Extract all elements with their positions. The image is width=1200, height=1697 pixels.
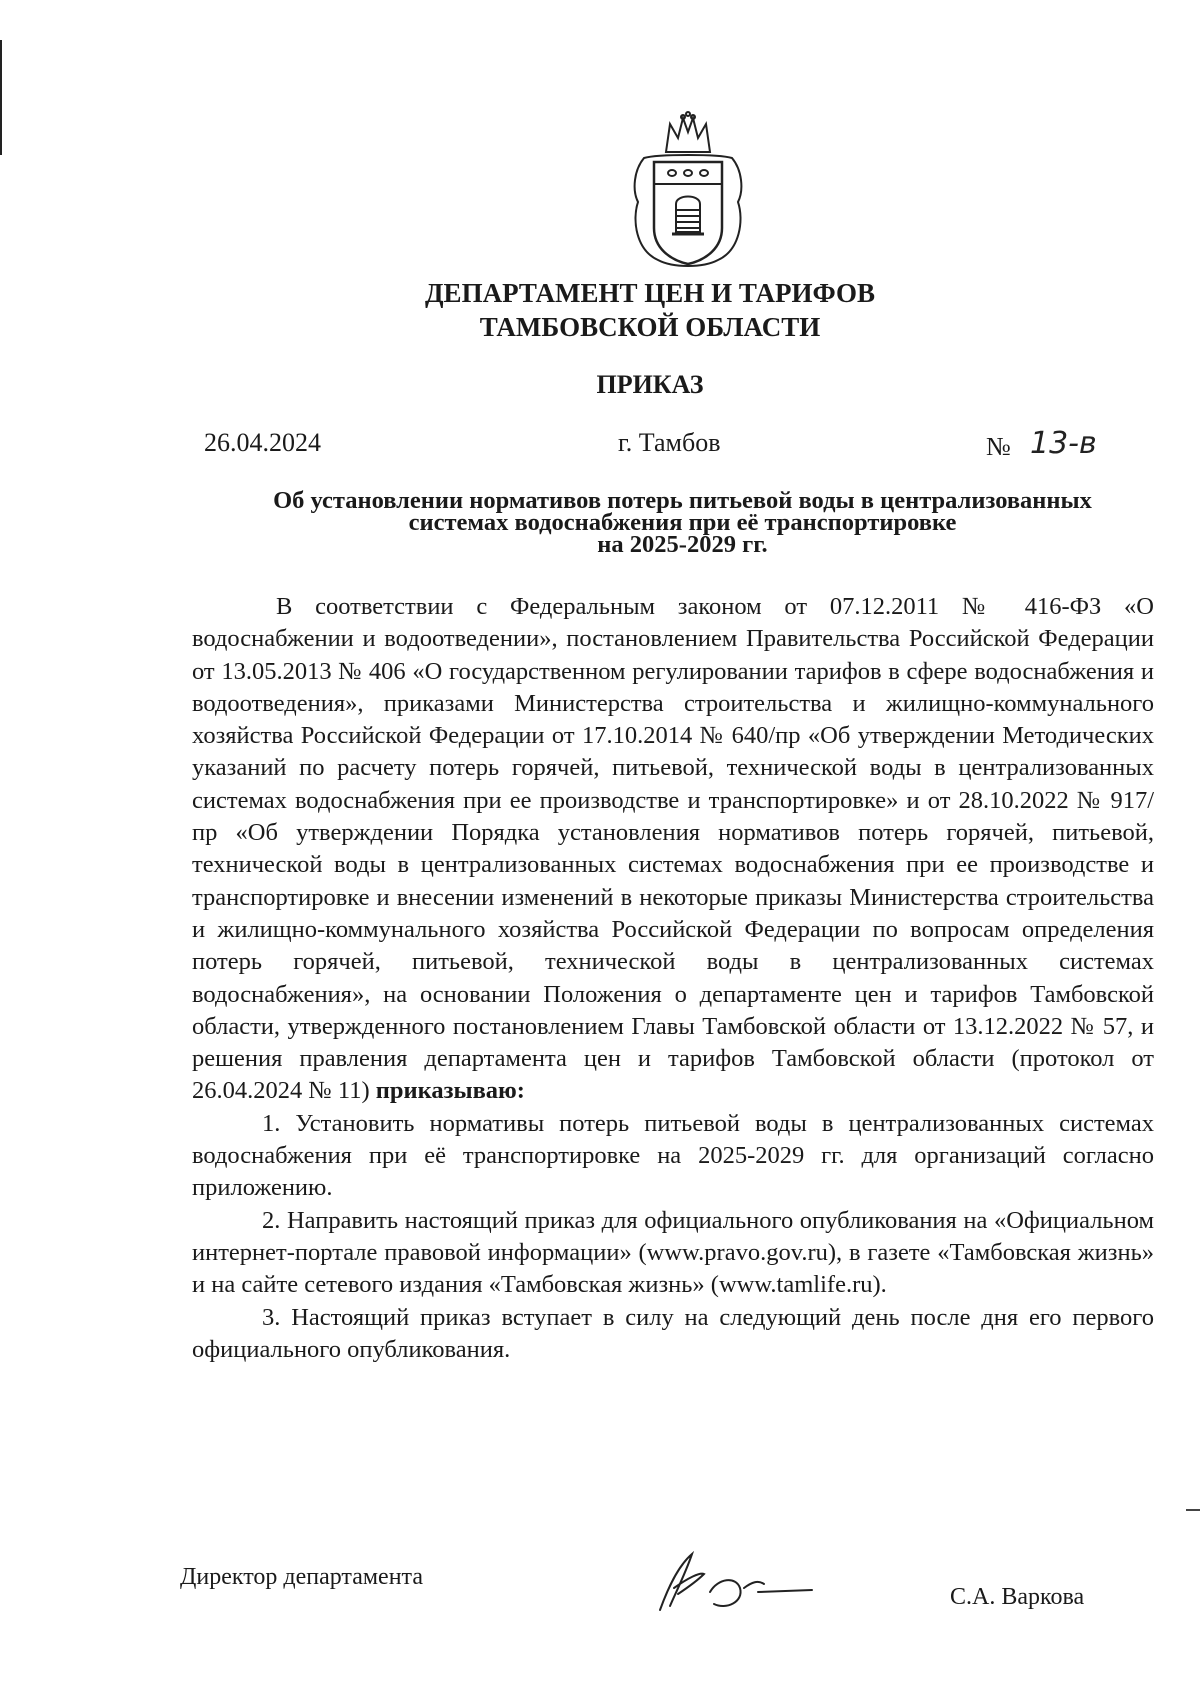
subject-line3: на 2025-2029 гг. bbox=[597, 531, 768, 558]
department-name-line1: ДЕПАРТАМЕНТ ЦЕН И ТАРИФОВ bbox=[424, 278, 876, 308]
order-item-2: 2. Направить настоящий приказ для официального опубликования на «Официальном интернет-портале правовой информации» (www.pravo.gov.ru), в газете «Тамбовская жизнь» и на сайте сетевого издания «Тамбовская жизнь» (www.tamlife.ru). bbox=[192, 1206, 1154, 1299]
preamble-paragraph bbox=[192, 591, 1154, 1108]
department-name-line2: ТАМБОВСКОЙ ОБЛАСТИ bbox=[479, 312, 821, 342]
handwritten-signature bbox=[640, 1548, 820, 1618]
decree-word: приказываю: bbox=[375, 1077, 525, 1105]
order-subject bbox=[195, 487, 1170, 558]
signatory-position: Директор департамента bbox=[180, 1564, 423, 1590]
order-item-1: 1. Установить нормативы потерь питьевой воды в централизованных системах водоснабжения при её транспортировке на 2025-2029 гг. для организаций согласно приложению. bbox=[192, 1109, 1154, 1202]
scan-margin-tick bbox=[1186, 1509, 1200, 1511]
order-number-label: № bbox=[986, 432, 1011, 461]
subject-line2: системах водоснабжения при её транспортировке bbox=[408, 509, 957, 536]
order-number-handwritten: 13-в bbox=[1030, 426, 1097, 461]
order-body bbox=[192, 591, 1154, 1366]
order-city: г. Тамбов bbox=[618, 428, 721, 457]
signatory-name: С.А. Варкова bbox=[950, 1584, 1085, 1610]
subject-line1: Об установлении нормативов потерь питьевой воды в централизованных bbox=[273, 487, 1092, 514]
tambov-coat-of-arms-icon bbox=[628, 110, 748, 280]
order-date: 26.04.2024 bbox=[204, 428, 321, 457]
preamble-text: В соответствии с Федеральным законом от 07.12.2011 № 416-ФЗ «О водоснабжении и водоотведении», постановлением Правительства Российской Федерации от 13.05.2013 № 406 «О государственном регулировании тарифов в сфере водоснабжения и водоотведения», приказами Министерства строительства и жилищно-коммунального хозяйства Российской Федерации от 17.10.2014 № 640/пр «Об утверждении Методических указаний по расчету потерь горячей, питьевой, технической воды в централизованных системах водоснабжения при ее производстве и транспортировке» и от 28.10.2022 № 917/пр «Об утверждении Порядка установления нормативов потерь горячей, питьевой, технической воды в централизованных системах водоснабжения при ее производстве и транспортировке и внесении изменений в некоторые приказы Министерства строительства и жилищно-коммунального хозяйства Российской Федерации по вопросам определения потерь горячей, питьевой, технической воды в централизованных системах водоснабжения», на основании Положения о департаменте цен и тарифов Тамбовской области, утвержденного постановлением Главы Тамбовской области от 13.12.2022 № 57, и решения правления департамента цен и тарифов Тамбовской области (протокол от 26.04.2024 № 11) bbox=[192, 593, 1154, 1105]
order-item-3: 3. Настоящий приказ вступает в силу на следующий день после дня его первого официального опубликования. bbox=[192, 1303, 1154, 1363]
scan-edge-mark bbox=[0, 40, 2, 155]
document-type-title: ПРИКАЗ bbox=[596, 370, 704, 399]
